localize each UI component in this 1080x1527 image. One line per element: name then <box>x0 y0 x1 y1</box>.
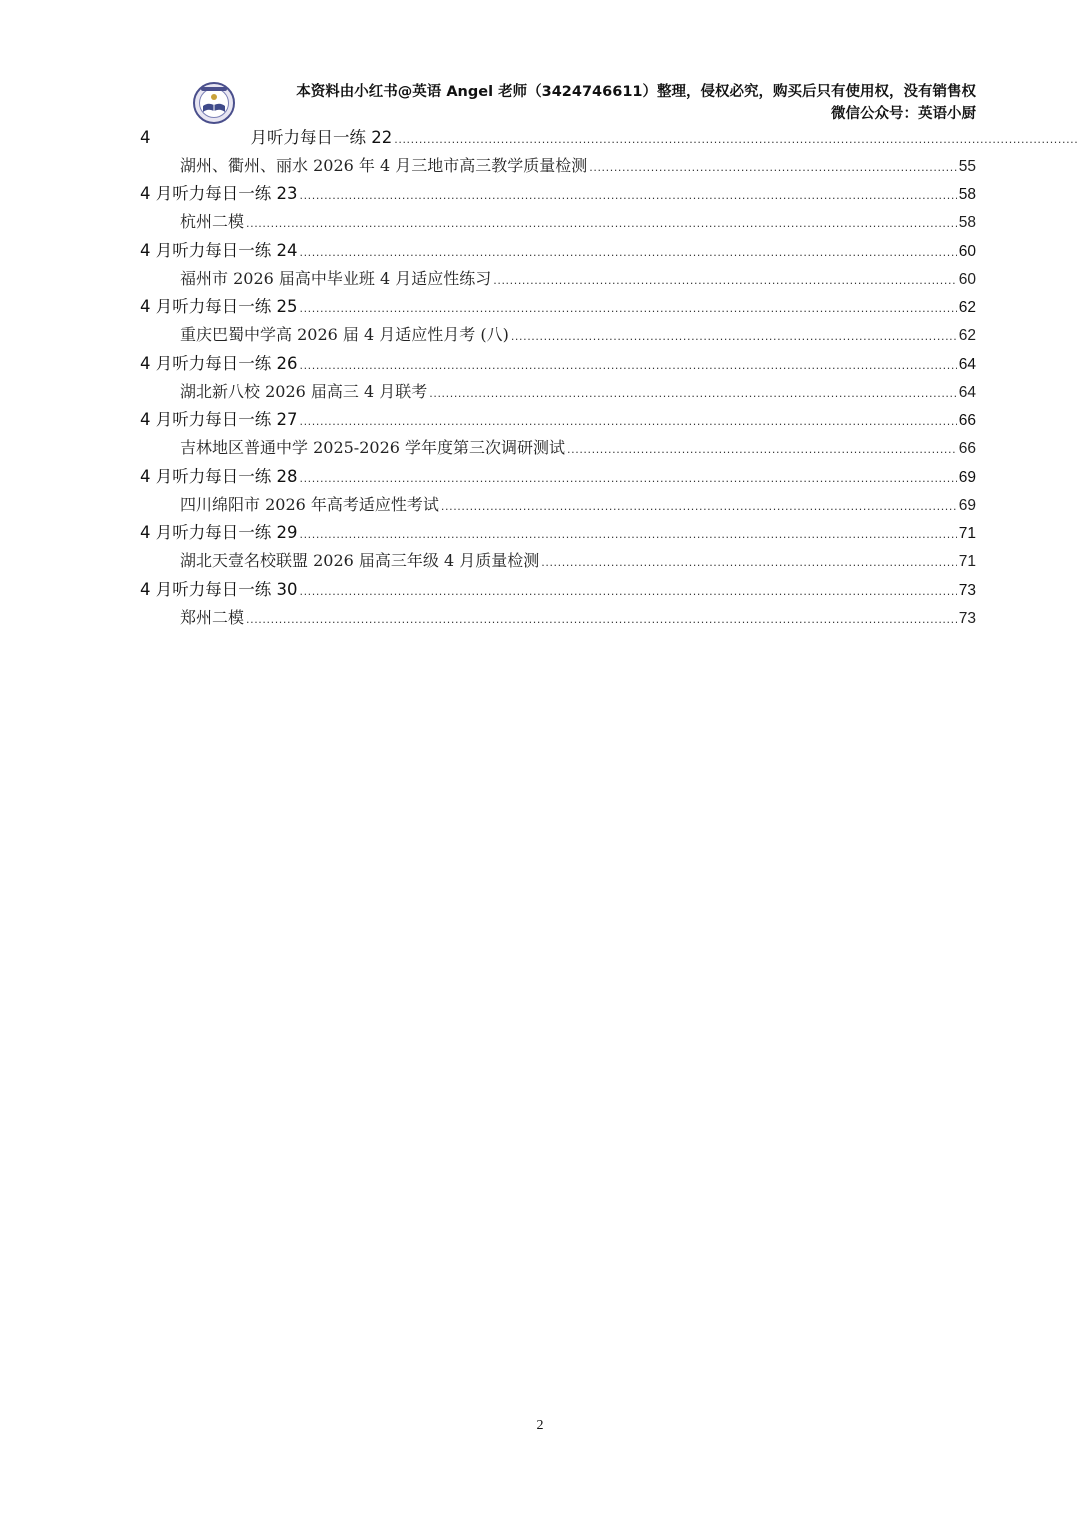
toc-leader-dots <box>441 494 957 518</box>
toc-leader-dots <box>246 607 957 631</box>
toc-entry-title: 4 月听力每日一练 24 <box>140 241 298 260</box>
toc-entry-title: 湖州、衢州、丽水 2026 年 4 月三地市高三教学质量检测 <box>180 156 588 175</box>
toc-leader-dots <box>299 409 956 433</box>
toc-entry[interactable] <box>180 492 976 518</box>
toc-leader-dots <box>299 240 956 264</box>
toc-entry-title: 四川绵阳市 2026 年高考适应性考试 <box>180 495 439 514</box>
toc-entry-title: 湖北新八校 2026 届高三 4 月联考 <box>180 382 428 401</box>
toc-page-number: 73 <box>958 582 976 599</box>
toc-entry-title: 福州市 2026 届高中毕业班 4 月适应性练习 <box>180 269 492 288</box>
toc-entry[interactable] <box>140 351 976 377</box>
toc-entry[interactable] <box>180 379 976 405</box>
toc-leader-dots <box>541 550 957 574</box>
toc-entry[interactable] <box>180 548 976 574</box>
header-wechat-account: 微信公众号：英语小厨 <box>831 106 976 122</box>
toc-entry[interactable] <box>140 238 976 264</box>
toc-entry-title: 重庆巴蜀中学高 2026 届 4 月适应性月考 (八) <box>180 325 509 344</box>
toc-page-number: 66 <box>958 440 976 457</box>
toc-page-number: 64 <box>958 384 976 401</box>
toc-leader-dots <box>493 268 957 292</box>
toc-leader-dots <box>429 381 957 405</box>
toc-page-number: 69 <box>958 469 976 486</box>
toc-entry[interactable] <box>140 520 976 546</box>
toc-entry-title: 4 月听力每日一练 23 <box>140 184 298 203</box>
toc-leader-dots <box>299 183 956 207</box>
toc-leader-dots <box>246 211 957 235</box>
toc-entry-title: 4 月听力每日一练 28 <box>140 467 298 486</box>
toc-entry[interactable] <box>140 577 976 603</box>
toc-leader-dots <box>299 579 956 603</box>
toc-entry-title: 湖北天壹名校联盟 2026 届高三年级 4 月质量检测 <box>180 551 540 570</box>
toc-entry[interactable] <box>140 125 1080 151</box>
toc-leader-dots <box>299 522 956 546</box>
toc-entry-title: 4 月听力每日一练 26 <box>140 354 298 373</box>
toc-page-number: 69 <box>958 497 976 514</box>
logo-icon <box>192 81 236 125</box>
toc-page-number: 64 <box>958 356 976 373</box>
toc-page-number: 58 <box>958 186 976 203</box>
toc-leader-dots <box>511 324 957 348</box>
toc-entry-title: 吉林地区普通中学 2025-2026 学年度第三次调研测试 <box>180 438 566 457</box>
toc-leader-dots <box>299 296 956 320</box>
toc-entry[interactable] <box>140 294 976 320</box>
toc-entry[interactable] <box>180 605 976 631</box>
toc-page-number: 71 <box>958 553 976 570</box>
toc-entry[interactable] <box>140 181 976 207</box>
toc-leader-dots <box>567 437 957 461</box>
toc-entry-title: 杭州二模 <box>180 212 245 231</box>
toc-page-number: 60 <box>958 243 976 260</box>
toc-entry-title: 4 月听力每日一练 30 <box>140 580 298 599</box>
toc-page-number: 66 <box>958 412 976 429</box>
toc-page-number: 62 <box>958 327 976 344</box>
toc-page-number: 60 <box>958 271 976 288</box>
toc-entry[interactable] <box>180 435 976 461</box>
toc-entry-title: 4 月听力每日一练 27 <box>140 410 298 429</box>
toc-entry-title: 4 月听力每日一练 29 <box>140 523 298 542</box>
toc-entry-title: 郑州二模 <box>180 608 245 627</box>
toc-page-number: 55 <box>958 158 976 175</box>
toc-entry[interactable] <box>140 464 976 490</box>
toc-page-number: 58 <box>958 214 976 231</box>
toc-page-number: 62 <box>958 299 976 316</box>
toc-entry[interactable] <box>140 407 976 433</box>
toc-entry[interactable] <box>180 266 976 292</box>
toc-entry-title: 4 月听力每日一练 22 <box>140 128 393 147</box>
page-header <box>0 0 1080 125</box>
toc-leader-dots <box>299 466 956 490</box>
header-copyright-notice: 本资料由小红书@英语 Angel 老师（3424746611）整理，侵权必究，购买后只有使用权，没有销售权 <box>296 84 976 100</box>
toc-leader-dots <box>299 353 956 377</box>
toc-page-number: 73 <box>958 610 976 627</box>
toc-page-number: 71 <box>958 525 976 542</box>
toc-entry-title: 4 月听力每日一练 25 <box>140 297 298 316</box>
page-number: 2 <box>536 1418 544 1433</box>
toc-entry[interactable] <box>180 322 976 348</box>
toc-entry[interactable] <box>180 209 976 235</box>
toc-leader-dots <box>589 155 957 179</box>
toc-leader-dots <box>394 127 1078 151</box>
toc-entry[interactable] <box>180 153 976 179</box>
